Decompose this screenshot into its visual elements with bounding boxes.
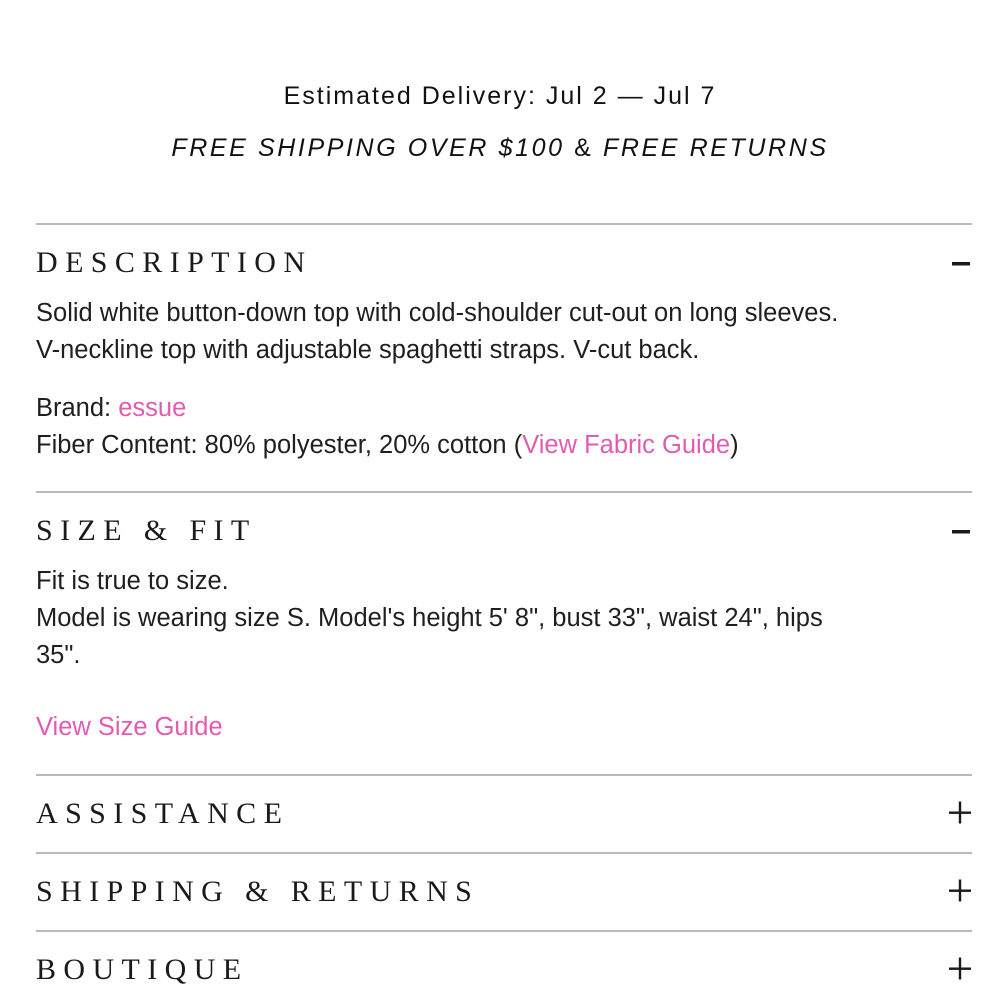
description-title: DESCRIPTION <box>36 246 313 279</box>
model-info-line: Model is wearing size S. Model's height 5' 8", bust 33", waist 24", hips <box>36 604 823 632</box>
view-fabric-guide-link[interactable]: View Fabric Guide <box>522 431 731 459</box>
boutique-section-header[interactable] <box>36 953 972 993</box>
divider <box>36 852 972 854</box>
model-info-line: 35". <box>36 641 81 669</box>
brand-label: Brand: <box>36 394 119 422</box>
free-returns-text: FREE RETURNS <box>602 134 829 162</box>
view-size-guide-link[interactable]: View Size Guide <box>36 713 223 741</box>
free-shipping-text: FREE SHIPPING OVER $100 <box>171 134 565 162</box>
product-details <box>36 390 972 464</box>
shipping-returns-title: SHIPPING & RETURNS <box>36 875 480 908</box>
divider <box>36 774 972 776</box>
description-line: V-neckline top with adjustable spaghetti straps. V-cut back. <box>36 336 700 364</box>
divider <box>36 223 972 225</box>
fit-line: Fit is true to size. <box>36 567 229 595</box>
fiber-content-close: ) <box>730 431 739 459</box>
description-section-header[interactable] <box>36 246 972 286</box>
description-body <box>36 295 972 369</box>
brand-link[interactable]: essue <box>118 394 187 422</box>
fiber-content-label: Fiber Content: 80% polyester, 20% cotton ( <box>36 431 523 459</box>
assistance-title: ASSISTANCE <box>36 797 290 830</box>
description-line: Solid white button-down top with cold-shoulder cut-out on long sleeves. <box>36 299 839 327</box>
assistance-section-header[interactable] <box>36 797 972 837</box>
fiber-content-row <box>36 427 972 464</box>
shipping-returns-section-header[interactable] <box>36 875 972 915</box>
divider <box>36 491 972 493</box>
size-fit-title: SIZE & FIT <box>36 514 257 547</box>
size-fit-body <box>36 563 972 674</box>
plus-icon[interactable] <box>948 953 972 983</box>
minus-icon[interactable] <box>948 514 972 544</box>
boutique-title: BOUTIQUE <box>36 953 249 986</box>
shipping-banner <box>0 134 1000 163</box>
size-guide-row <box>36 709 972 746</box>
plus-icon[interactable] <box>948 797 972 827</box>
ampersand: & <box>574 134 594 162</box>
plus-icon[interactable] <box>948 875 972 905</box>
minus-icon[interactable] <box>948 246 972 276</box>
brand-row <box>36 390 972 427</box>
divider <box>36 930 972 932</box>
size-fit-section-header[interactable] <box>36 514 972 554</box>
estimated-delivery: Estimated Delivery: Jul 2 — Jul 7 <box>283 82 717 110</box>
